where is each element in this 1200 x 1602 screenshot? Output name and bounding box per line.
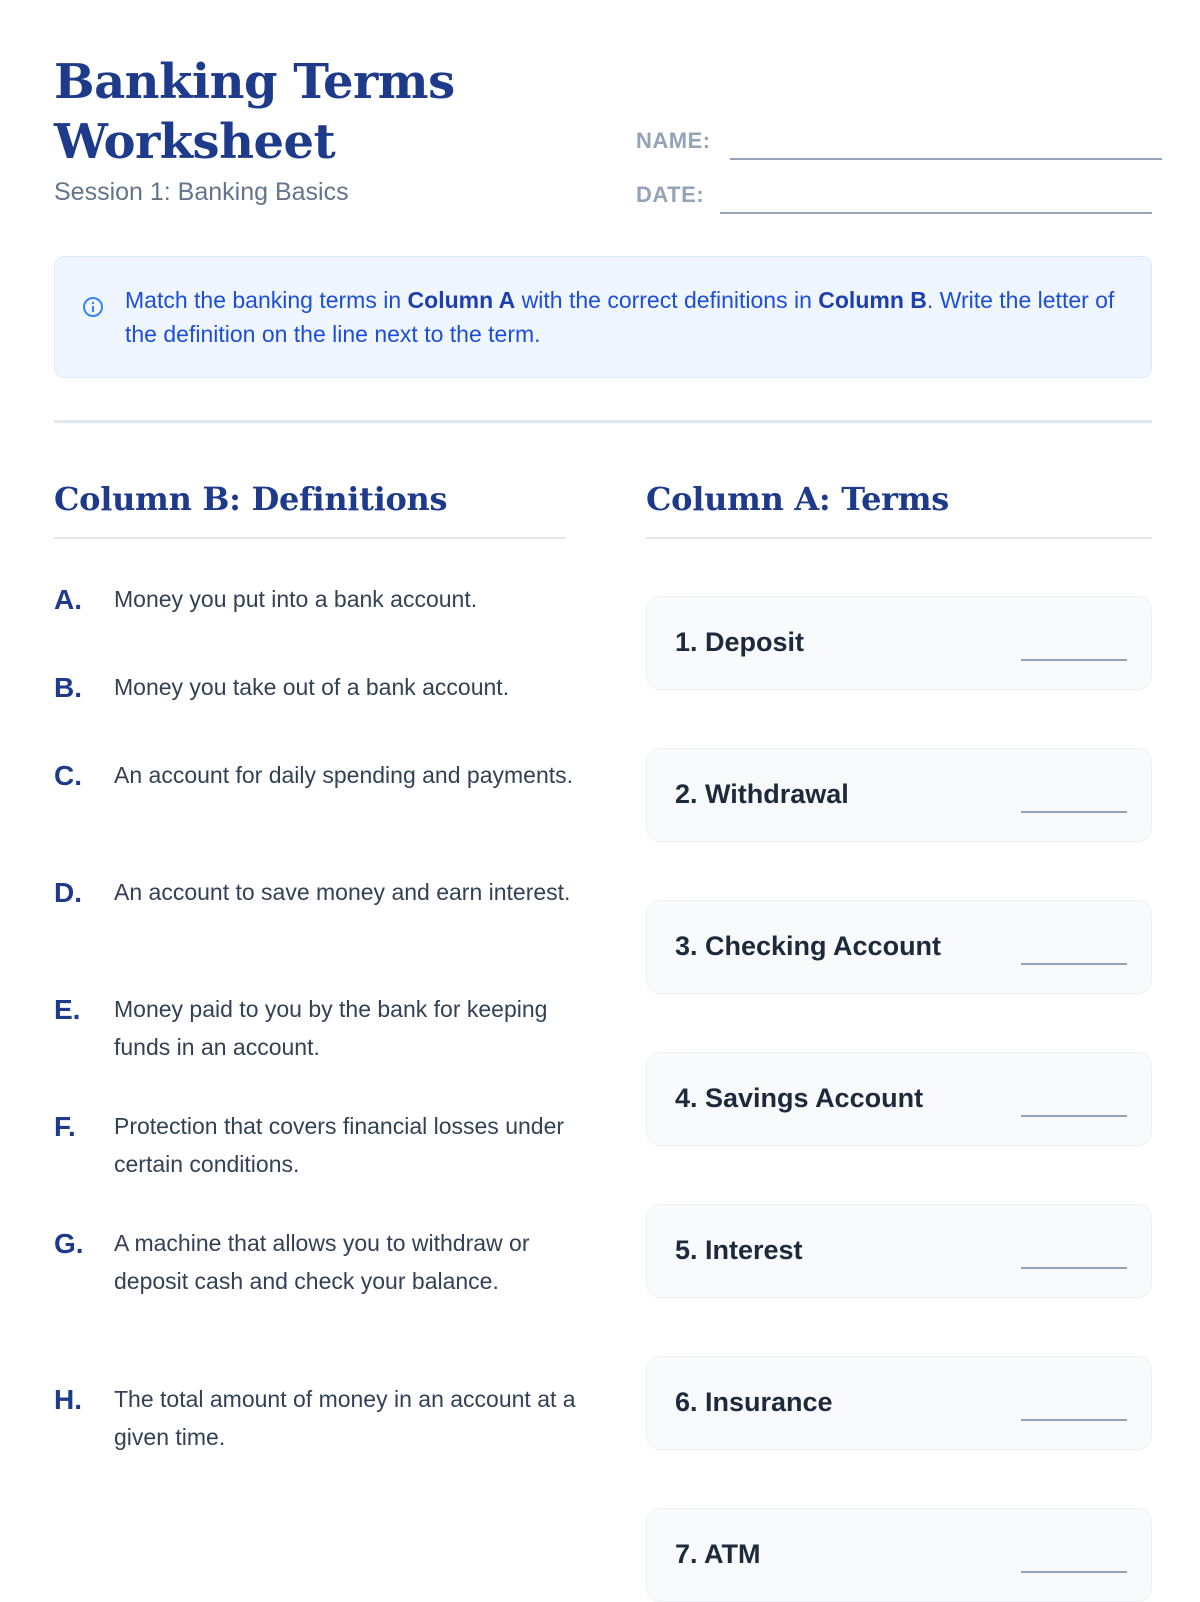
instructions-column-b: Column B <box>818 287 927 313</box>
name-label: NAME: <box>636 128 711 153</box>
answer-blank[interactable] <box>1021 659 1127 661</box>
term-card <box>646 1052 1152 1146</box>
answer-blank[interactable] <box>1021 1267 1127 1269</box>
term-card <box>646 748 1152 842</box>
answer-blank[interactable] <box>1021 1571 1127 1573</box>
answer-blank[interactable] <box>1021 963 1127 965</box>
answer-blank[interactable] <box>1021 811 1127 813</box>
answer-blank[interactable] <box>1021 1419 1127 1421</box>
term-label: 1. Deposit <box>675 627 805 657</box>
definition-letter: C. <box>54 760 82 791</box>
term-label: 7. ATM <box>675 1539 761 1569</box>
instructions-part-1: Match the banking terms in <box>125 287 408 313</box>
definitions-heading: Column B: Definitions <box>54 480 448 518</box>
definition-letter: D. <box>54 877 82 908</box>
instructions-part-2: with the correct definitions in <box>515 287 819 313</box>
term-card <box>646 1508 1152 1602</box>
date-line[interactable] <box>720 212 1152 214</box>
instructions-box <box>54 256 1152 378</box>
term-label: 2. Withdrawal <box>675 779 849 809</box>
terms-heading-rule <box>646 537 1152 539</box>
term-label: 6. Insurance <box>675 1387 833 1417</box>
definition-letter: H. <box>54 1384 82 1415</box>
definition-letter: F. <box>54 1111 76 1142</box>
term-card <box>646 1356 1152 1450</box>
instructions-part-3: . Write the letter of the definition on the line next to the term. <box>125 287 1115 347</box>
title-line-1: Banking Terms <box>54 54 455 110</box>
definition-text: Money you take out of a bank account. <box>114 674 510 700</box>
definition-letter: B. <box>54 672 82 703</box>
name-line[interactable] <box>730 158 1162 160</box>
instructions-text <box>125 283 1125 351</box>
definition-text: An account to save money and earn interest. <box>114 879 571 905</box>
definition-text: Protection that covers financial losses under certain conditions. <box>114 1113 565 1177</box>
definition-text: Money you put into a bank account. <box>114 586 478 612</box>
term-card <box>646 1204 1152 1298</box>
definition-text: Money paid to you by the bank for keeping funds in an account. <box>114 996 548 1060</box>
page-title <box>54 52 455 172</box>
section-divider <box>54 420 1152 423</box>
definition-letter: A. <box>54 584 82 615</box>
page-subtitle: Session 1: Banking Basics <box>54 178 349 206</box>
definition-letter: E. <box>54 994 81 1025</box>
info-icon <box>83 297 103 317</box>
title-line-2: Worksheet <box>54 114 336 170</box>
term-label: 3. Checking Account <box>675 931 942 961</box>
term-card <box>646 596 1152 690</box>
definition-text: A machine that allows you to withdraw or deposit cash and check your balance. <box>114 1230 530 1294</box>
terms-heading: Column A: Terms <box>646 480 950 518</box>
term-label: 5. Interest <box>675 1235 803 1265</box>
definition-text: An account for daily spending and payments. <box>114 762 574 788</box>
date-label: DATE: <box>636 182 705 207</box>
definition-text: The total amount of money in an account at a given time. <box>114 1386 576 1450</box>
term-card <box>646 900 1152 994</box>
answer-blank[interactable] <box>1021 1115 1127 1117</box>
instructions-column-a: Column A <box>407 287 516 313</box>
definition-letter: G. <box>54 1228 84 1259</box>
term-label: 4. Savings Account <box>675 1083 924 1113</box>
definitions-heading-rule <box>54 537 566 539</box>
